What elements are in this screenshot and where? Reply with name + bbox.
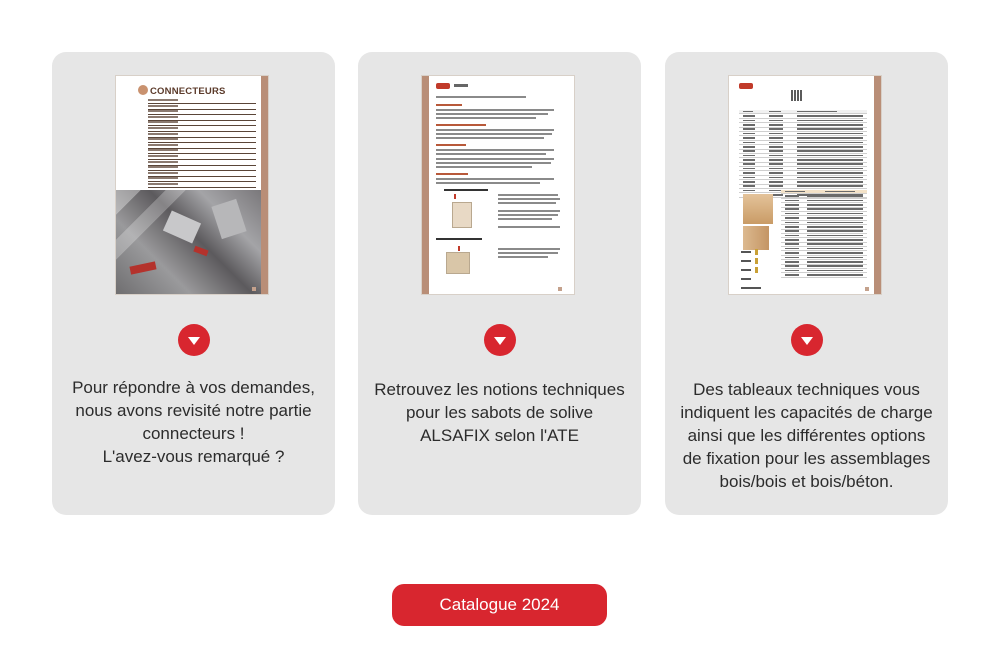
chevron-down-icon — [801, 337, 813, 345]
doc-title: CONNECTEURS — [150, 86, 226, 97]
assembly-diagram — [452, 202, 472, 228]
expand-button[interactable] — [791, 324, 823, 356]
card-caption — [364, 378, 635, 447]
card-caption — [671, 378, 942, 493]
feature-card-tableaux — [665, 52, 948, 515]
caption-line: ALSAFIX selon l'ATE — [420, 426, 579, 445]
wood-assembly-photo — [743, 194, 773, 224]
caption-line: Des tableaux techniques vous — [693, 380, 920, 399]
feature-card-sabots — [358, 52, 641, 515]
brand-logo — [436, 83, 450, 89]
page-edge-bar — [422, 76, 429, 294]
catalogue-page-preview — [116, 76, 268, 294]
connectors-photo — [116, 190, 261, 294]
section-logo — [138, 85, 148, 95]
chevron-down-icon — [188, 337, 200, 345]
caption-line: bois/bois et bois/béton. — [719, 472, 894, 491]
chevron-down-icon — [494, 337, 506, 345]
assembly-diagram — [446, 252, 470, 274]
feature-card-connecteurs — [52, 52, 335, 515]
caption-line: de fixation pour les assemblages — [682, 449, 931, 468]
caption-line: Pour répondre à vos demandes, — [72, 378, 315, 397]
page-edge-bar — [261, 76, 268, 294]
fixation-legend — [741, 248, 777, 293]
table-page-preview — [729, 76, 881, 294]
technical-page-preview — [422, 76, 574, 294]
catalogue-button[interactable]: Catalogue 2024 — [392, 584, 607, 626]
caption-line: nous avons revisité notre partie — [75, 401, 312, 420]
wood-assembly-photo — [743, 226, 769, 250]
brand-logo — [739, 83, 753, 89]
caption-line: pour les sabots de solive — [405, 403, 594, 422]
page-edge-bar — [874, 76, 881, 294]
expand-button[interactable] — [178, 324, 210, 356]
load-capacity-table — [739, 110, 867, 198]
caption-line: Retrouvez les notions techniques — [374, 380, 625, 399]
page-number — [558, 287, 562, 291]
page-number — [252, 287, 256, 291]
card-caption — [58, 376, 329, 468]
qr-code — [791, 90, 802, 101]
caption-line: ainsi que les différentes options — [687, 426, 926, 445]
caption-line: L'avez-vous remarqué ? — [102, 447, 285, 466]
fixation-table — [781, 190, 867, 278]
caption-line: indiquent les capacités de charge — [680, 403, 933, 422]
table-of-contents — [148, 100, 256, 190]
page-number — [865, 287, 869, 291]
expand-button[interactable] — [484, 324, 516, 356]
caption-line: connecteurs ! — [142, 424, 245, 443]
